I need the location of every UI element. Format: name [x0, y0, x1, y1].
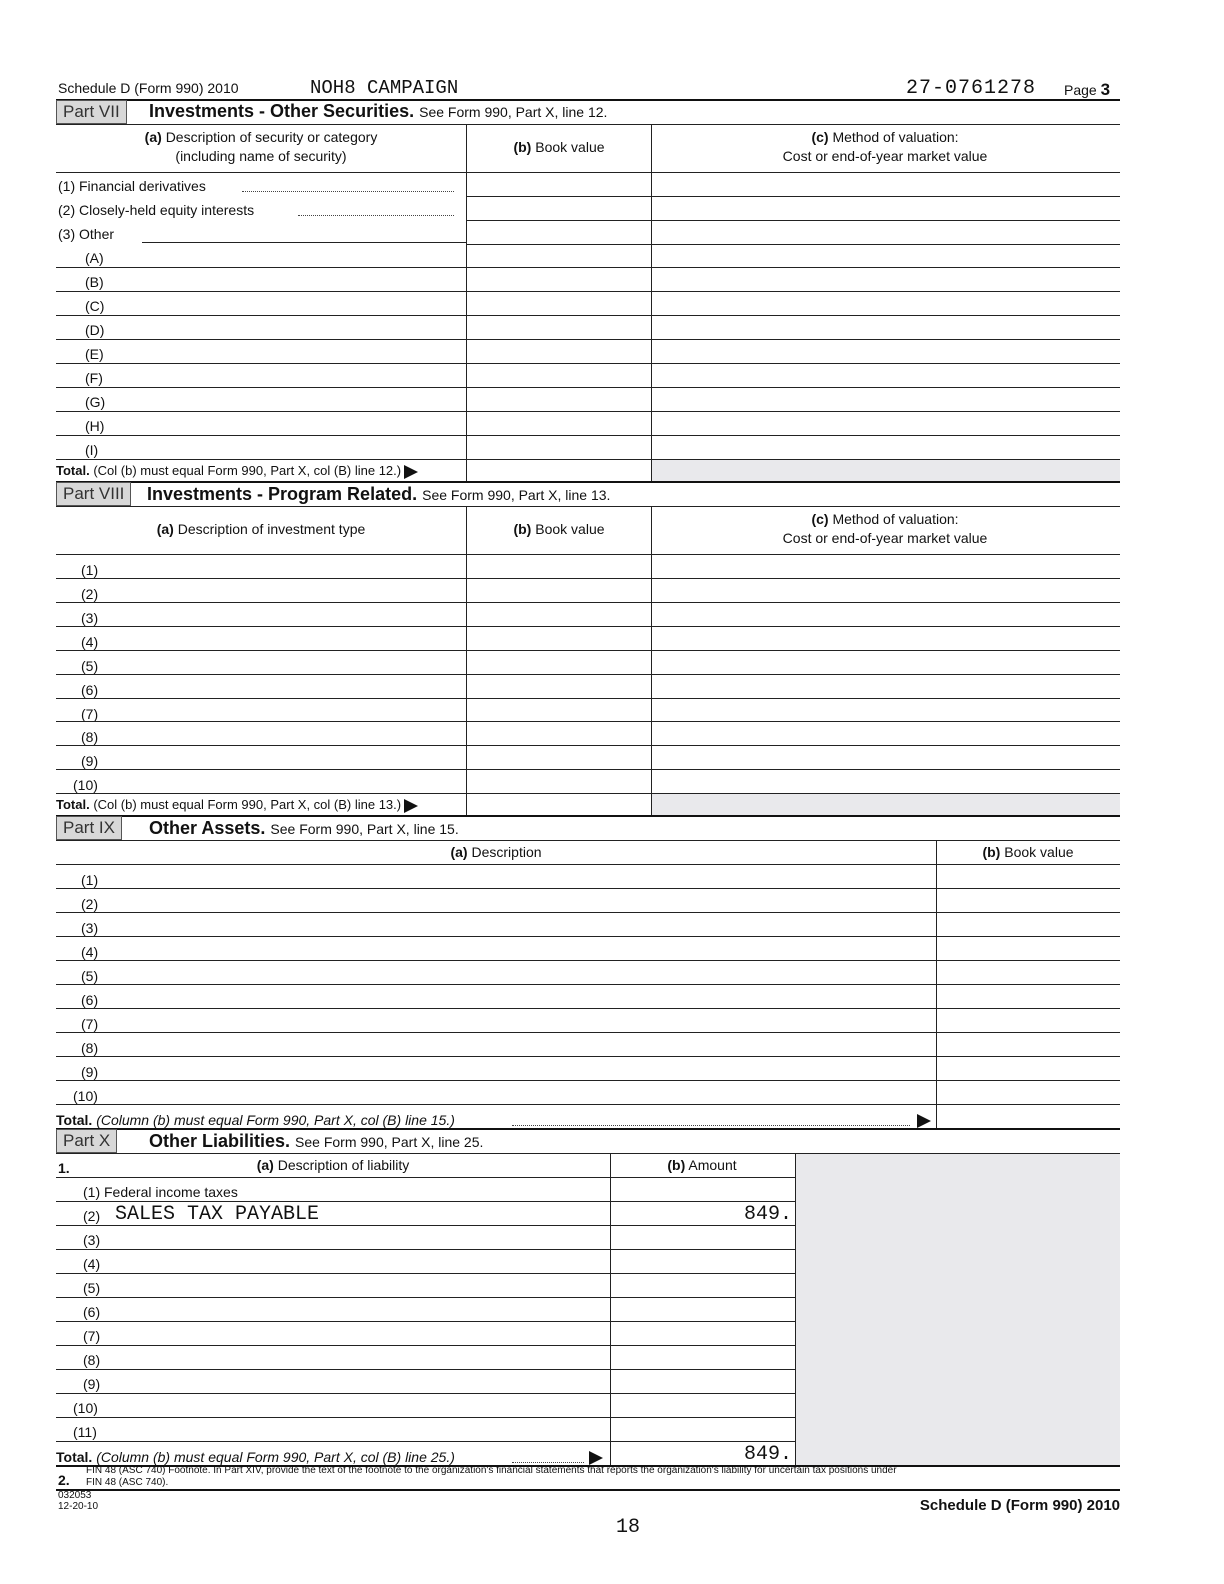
- part10-line2-text: FIN 48 (ASC 740) Footnote. In Part XIV, provide the text of the footnote to the organization's financial statements that reports the organization's liability for uncertain tax positions under: [86, 1465, 897, 1476]
- org-name: NOH8 CAMPAIGN: [310, 77, 459, 99]
- part9-vline: [936, 841, 937, 1129]
- part9-col-b-tag: (b): [982, 844, 1001, 860]
- part8-title-text: Investments - Program Related.: [147, 484, 418, 504]
- part8-col-c-tag: (c): [811, 511, 829, 527]
- part9-row-rule: [56, 1080, 1120, 1081]
- part7-title-text: Investments - Other Securities.: [149, 101, 415, 121]
- part8-row-5: (5): [81, 658, 99, 674]
- footer-form-name: Schedule D (Form 990) 2010: [919, 1497, 1120, 1514]
- part9-row-rule: [56, 1032, 1120, 1033]
- part10-col-b-text: Amount: [688, 1157, 737, 1173]
- part7-col-b-header: [467, 138, 651, 157]
- page-label: Page: [1064, 82, 1097, 98]
- part9-row-rule: [56, 960, 1120, 961]
- part10-row-rule: [56, 1249, 795, 1250]
- part9-total: [56, 1111, 455, 1129]
- part8-col-a-text: Description of investment type: [177, 521, 366, 537]
- part7-subrow-h: (H): [85, 418, 105, 434]
- part8-label: Part VIII: [56, 482, 131, 506]
- part7-total-text: (Col (b) must equal Form 990, Part X, col (B) line 12.): [93, 463, 402, 478]
- part9-row-rule: [56, 936, 1120, 937]
- part10-line2-num: 2.: [58, 1472, 70, 1488]
- part7-col-c-text: Method of valuation:: [832, 129, 959, 145]
- part9-label: Part IX: [56, 816, 122, 840]
- part8-col-b-tag: (b): [513, 521, 532, 537]
- part8-row-9: (9): [81, 753, 99, 769]
- part10-row-rule: [56, 1321, 795, 1322]
- part9-row-rule: [56, 1056, 1120, 1057]
- part7-row-3: (3) Other: [58, 226, 115, 242]
- part7-row-rule: [56, 315, 1120, 316]
- part7-row-rule: [56, 339, 1120, 340]
- part7-top-rule: [56, 124, 1120, 125]
- part8-row-7: (7): [81, 706, 99, 722]
- part10-row-rule: [56, 1273, 795, 1274]
- part10-row-9: (9): [83, 1376, 101, 1392]
- part7-total: [56, 462, 418, 480]
- part9-row-8: (8): [81, 1040, 99, 1056]
- part8-row-rule: [56, 745, 1120, 746]
- part8-row-rule: [56, 578, 1120, 579]
- part9-total-dots: [512, 1125, 910, 1126]
- part8-row-rule: [56, 650, 1120, 651]
- page-indicator: [1064, 80, 1110, 100]
- part9-row-rule: [56, 1104, 1120, 1105]
- part8-row-2: (2): [81, 586, 99, 602]
- arrow-icon: [404, 799, 418, 813]
- part8-row-6: (6): [81, 682, 99, 698]
- part10-row-5: (5): [83, 1280, 101, 1296]
- part10-row-rule: [56, 1225, 795, 1226]
- part7-subrow-i: (I): [85, 442, 99, 458]
- part7-row-rule: [466, 244, 1120, 245]
- part7-col-b-text: Book value: [535, 139, 605, 155]
- part7-row-2: (2) Closely-held equity interests: [58, 202, 255, 218]
- part10-row-rule: [56, 1417, 795, 1418]
- part8-total-tag: Total.: [56, 797, 90, 812]
- part7-subrow-e: (E): [85, 346, 104, 362]
- part8-row-rule: [56, 721, 1120, 722]
- part8-col-b-header: [467, 520, 651, 539]
- part9-row-rule: [56, 1008, 1120, 1009]
- part7-subrow-c: (C): [85, 298, 105, 314]
- part7-dots-1: [242, 191, 454, 192]
- part7-row-rule: [56, 363, 1120, 364]
- part8-top-rule: [56, 506, 1120, 507]
- part10-right-shade: [795, 1154, 1120, 1466]
- part8-col-a-header: [56, 520, 466, 539]
- part9-row-2: (2): [81, 896, 99, 912]
- part10-title-text: Other Liabilities.: [149, 1131, 291, 1151]
- part7-subrow-f: (F): [85, 370, 103, 386]
- part10-row-rule: [56, 1345, 795, 1346]
- footer-rule: [56, 1489, 1120, 1491]
- part10-line2-text2: FIN 48 (ASC 740).: [86, 1477, 169, 1488]
- part7-col-c-text2: Cost or end-of-year market value: [782, 148, 988, 164]
- arrow-icon: [404, 465, 418, 479]
- part10-row-11: (11): [73, 1424, 97, 1440]
- part9-col-a-text: Description: [471, 844, 542, 860]
- part9-row-5: (5): [81, 968, 99, 984]
- part10-row-2-desc: SALES TAX PAYABLE: [115, 1203, 320, 1226]
- part9-row-rule: [56, 888, 1120, 889]
- part10-see: See Form 990, Part X, line 25.: [295, 1134, 484, 1150]
- part10-row-6: (6): [83, 1304, 101, 1320]
- part10-col-a-header: [56, 1156, 610, 1175]
- part8-col-b-text: Book value: [535, 521, 605, 537]
- arrow-icon: [589, 1451, 603, 1465]
- part7-subrow-d: (D): [85, 322, 105, 338]
- part9-header-rule: [56, 864, 1120, 865]
- part7-col-c-tag: (c): [811, 129, 829, 145]
- part10-row-1: (1) Federal income taxes: [83, 1184, 238, 1200]
- part10-total-text: (Column (b) must equal Form 990, Part X, col (B) line 25.): [96, 1449, 455, 1465]
- page-stamp: 18: [616, 1516, 641, 1539]
- part10-row-2-num: (2): [83, 1208, 101, 1224]
- part9-row-rule: [56, 912, 1120, 913]
- part8-col-a-tag: (a): [156, 521, 174, 537]
- part10-total-dots: [512, 1462, 584, 1463]
- part8-title: [147, 483, 610, 506]
- part10-row-4: (4): [83, 1256, 101, 1272]
- part9-col-b-header: [937, 843, 1119, 862]
- part8-col-c-header: [651, 510, 1119, 548]
- part8-row-4: (4): [81, 634, 99, 650]
- part10-row-8: (8): [83, 1352, 101, 1368]
- part8-row-rule: [56, 769, 1120, 770]
- footer-code-2: 12-20-10: [58, 1501, 99, 1512]
- part10-header-rule: [56, 1177, 795, 1178]
- part10-col-a-text: Description of liability: [277, 1157, 410, 1173]
- part9-top-rule: [56, 840, 1120, 841]
- part9-title: [149, 817, 459, 840]
- part10-row-7: (7): [83, 1328, 101, 1344]
- part7-label: Part VII: [56, 100, 127, 124]
- part8-row-rule: [56, 602, 1120, 603]
- part7-header-rule: [56, 172, 1120, 173]
- part9-col-b-text: Book value: [1004, 844, 1074, 860]
- part9-row-4: (4): [81, 944, 99, 960]
- part10-row-3: (3): [83, 1232, 101, 1248]
- part10-col-a-tag: (a): [256, 1157, 274, 1173]
- part7-row-rule: [56, 291, 1120, 292]
- part8-row-1: (1): [81, 562, 99, 578]
- part9-col-a-tag: (a): [450, 844, 468, 860]
- part9-see: See Form 990, Part X, line 15.: [270, 821, 459, 837]
- part8-see: See Form 990, Part X, line 13.: [422, 487, 611, 503]
- part9-title-text: Other Assets.: [149, 818, 266, 838]
- part8-row-10: (10): [73, 777, 98, 793]
- part10-row-10: (10): [73, 1400, 98, 1416]
- part7-total-tag: Total.: [56, 463, 90, 478]
- part8-row-rule: [56, 626, 1120, 627]
- footer-code-1: 032053: [58, 1490, 92, 1501]
- part7-row-rule: [466, 220, 1120, 221]
- part9-total-tag: Total.: [56, 1112, 93, 1128]
- part7-col-b-tag: (b): [513, 139, 532, 155]
- part10-row-rule: [56, 1369, 795, 1370]
- part8-header-rule: [56, 554, 1120, 555]
- part7-title: [149, 100, 607, 123]
- part7-row-1: (1) Financial derivatives: [58, 178, 206, 194]
- part10-row-rule: [56, 1297, 795, 1298]
- part7-col-a-text: Description of security or category: [165, 129, 378, 145]
- part7-vline-1: [466, 125, 467, 482]
- part7-see: See Form 990, Part X, line 12.: [419, 104, 608, 120]
- part9-row-1: (1): [81, 872, 99, 888]
- part10-row-rule: [56, 1201, 795, 1202]
- part9-row-3: (3): [81, 920, 99, 936]
- part7-col-a-tag: (a): [144, 129, 162, 145]
- part7-row-rule: [56, 411, 1120, 412]
- part7-subrow-b: (B): [85, 274, 104, 290]
- part10-row-2-amount: 849.: [743, 1203, 792, 1226]
- ein: 27-0761278: [906, 77, 1037, 100]
- part10-total-tag: Total.: [56, 1449, 93, 1465]
- part7-col-c-header: [651, 128, 1119, 166]
- part8-row-8: (8): [81, 729, 99, 745]
- part8-row-rule: [56, 674, 1120, 675]
- part10-col-b-tag: (b): [667, 1157, 686, 1173]
- part10-row-rule: [56, 1441, 795, 1442]
- part8-col-c-text: Method of valuation:: [832, 511, 959, 527]
- page-number: 3: [1100, 80, 1111, 99]
- part9-row-9: (9): [81, 1064, 99, 1080]
- part10-vline-2: [795, 1154, 796, 1466]
- part8-row-rule: [56, 698, 1120, 699]
- arrow-icon: [917, 1114, 931, 1128]
- part10-total: [56, 1448, 455, 1466]
- part9-row-10: (10): [73, 1088, 98, 1104]
- part10-col-b-header: [610, 1156, 794, 1175]
- form-name: Schedule D (Form 990) 2010: [58, 80, 239, 96]
- part7-row-rule: [56, 387, 1120, 388]
- part10-line1-num: 1.: [58, 1160, 70, 1176]
- part10-total-arrow: [586, 1449, 603, 1465]
- part7-row-rule: [56, 267, 1120, 268]
- part8-col-c-text2: Cost or end-of-year market value: [782, 530, 988, 546]
- part9-row-6: (6): [81, 992, 99, 1008]
- part7-subrow-a: (A): [85, 250, 104, 266]
- part9-total-text: (Column (b) must equal Form 990, Part X, col (B) line 15.): [96, 1112, 455, 1128]
- part7-other-fill-line: [142, 242, 466, 243]
- part8-row-3: (3): [81, 610, 99, 626]
- part7-col-a-text2: (including name of security): [175, 148, 347, 164]
- part9-row-rule: [56, 984, 1120, 985]
- part7-vline-2: [651, 125, 652, 482]
- part9-total-arrow: [914, 1112, 931, 1128]
- part9-col-a-header: [56, 843, 936, 862]
- part8-total-shade: [652, 794, 1120, 815]
- part10-title: [149, 1130, 483, 1153]
- part7-row-rule: [56, 435, 1120, 436]
- part7-total-shade: [652, 460, 1120, 481]
- part8-total-text: (Col (b) must equal Form 990, Part X, col (B) line 13.): [93, 797, 402, 812]
- part10-row-rule: [56, 1393, 795, 1394]
- part7-dots-2: [298, 215, 454, 216]
- part7-row-rule: [466, 196, 1120, 197]
- part10-total-amount: 849.: [743, 1443, 792, 1466]
- part7-subrow-g: (G): [85, 394, 106, 410]
- part8-total: [56, 796, 418, 814]
- part7-col-a-header: [56, 128, 466, 166]
- part10-label: Part X: [56, 1129, 117, 1153]
- part9-row-7: (7): [81, 1016, 99, 1032]
